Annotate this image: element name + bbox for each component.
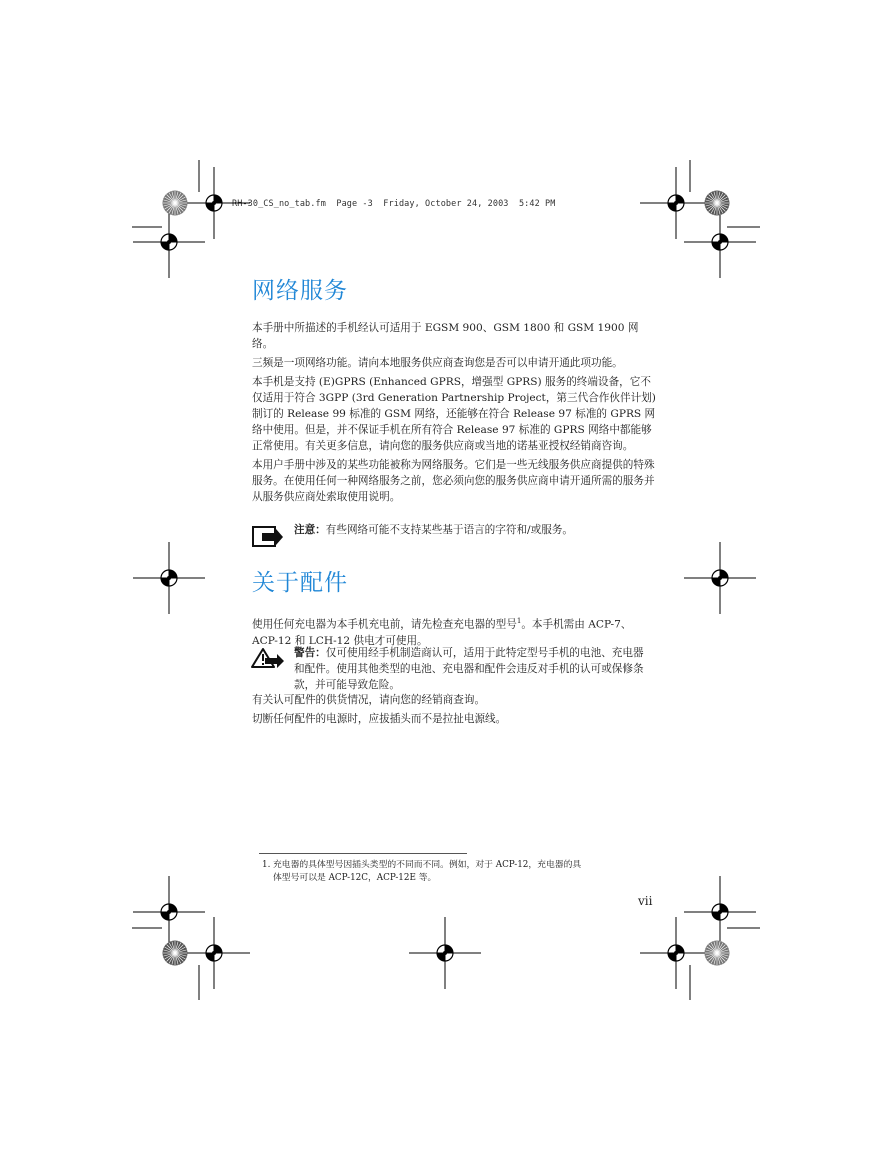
registration-mark-icon bbox=[409, 917, 481, 989]
registration-mark-icon bbox=[684, 206, 756, 278]
footnote-ref: 1 bbox=[516, 617, 522, 625]
warning-text: 仅可使用经手机制造商认可，适用于此特定型号手机的电池、充电器和配件。使用其他类型的电池、充电器和配件会违反对手机的认可或保修条款，并可能导致危险。 bbox=[294, 647, 644, 691]
paragraph: 有关认可配件的供货情况，请向您的经销商查询。 bbox=[252, 694, 486, 706]
starburst-mark-icon bbox=[705, 191, 730, 216]
registration-mark-icon bbox=[133, 206, 205, 278]
section-title-network-services: 网络服务 bbox=[252, 278, 348, 304]
paragraph: 切断任何配件的电源时，应拔插头而不是拉扯电源线。 bbox=[252, 713, 507, 725]
footnote-number: 1. bbox=[262, 860, 271, 870]
starburst-mark-icon bbox=[705, 941, 730, 966]
registration-mark-icon bbox=[684, 876, 756, 948]
paragraph-text: 。本手机需由 ACP-7、ACP-12 和 LCH-12 供电才可使用。 bbox=[252, 618, 632, 647]
registration-mark-icon bbox=[133, 542, 205, 614]
note-label: 注意： bbox=[294, 524, 326, 536]
starburst-mark-icon bbox=[163, 191, 188, 216]
paragraph-text: 使用任何充电器为本手机充电前，请先检查充电器的型号 bbox=[252, 618, 517, 631]
registration-mark-icon bbox=[133, 876, 205, 948]
paragraph: 三频是一项网络功能。请向本地服务供应商查询您是否可以申请开通此项功能。 bbox=[252, 357, 623, 369]
registration-mark-icon bbox=[640, 167, 712, 239]
page-number: vii bbox=[638, 894, 653, 908]
note-text: 有些网络可能不支持某些基于语言的字符和/或服务。 bbox=[325, 524, 574, 536]
starburst-mark-icon bbox=[163, 941, 188, 966]
section-title-accessories: 关于配件 bbox=[252, 570, 348, 596]
registration-mark-icon bbox=[684, 542, 756, 614]
registration-mark-icon bbox=[178, 167, 250, 239]
paragraph: 本手机是支持 (E)GPRS (Enhanced GPRS，增强型 GPRS) 服务的终端设备，它不仅适用于符合 3GPP (3rd Generation Partnership Project，第三代合作伙伴计划) 制订的 Release 99 标准的 GSM 网络，还能够在符合 Release 97 标准的 GPRS 网络中使用。但是，并不保证手机在所有符合 Release 97 标准的 GPRS 网络中都能够正常使用。有关更多信息，请向您的服务供应商或当地的诺基亚授权经销商咨询。 bbox=[252, 376, 656, 452]
paragraph: 本用户手册中涉及的某些功能被称为网络服务。它们是一些无线服务供应商提供的特殊服务。在使用任何一种网络服务之前，您必须向您的服务供应商申请开通所需的服务并从服务供应商处索取使用说明。 bbox=[252, 459, 655, 503]
registration-mark-icon bbox=[178, 917, 250, 989]
footnote-line: 充电器的具体型号因插头类型的不同而不同。例如，对于 ACP-12，充电器的具 bbox=[273, 860, 582, 870]
file-info-header: RH-30_CS_no_tab.fm Page -3 Friday, October 24, 2003 5:42 PM bbox=[232, 199, 556, 209]
registration-mark-icon bbox=[640, 917, 712, 989]
footnote-line: 体型号可以是 ACP-12C，ACP-12E 等。 bbox=[273, 873, 437, 883]
paragraph: 本手册中所描述的手机经认可适用于 EGSM 900、GSM 1800 和 GSM 1900 网络。 bbox=[252, 322, 639, 350]
warning-label: 警告： bbox=[294, 647, 326, 659]
